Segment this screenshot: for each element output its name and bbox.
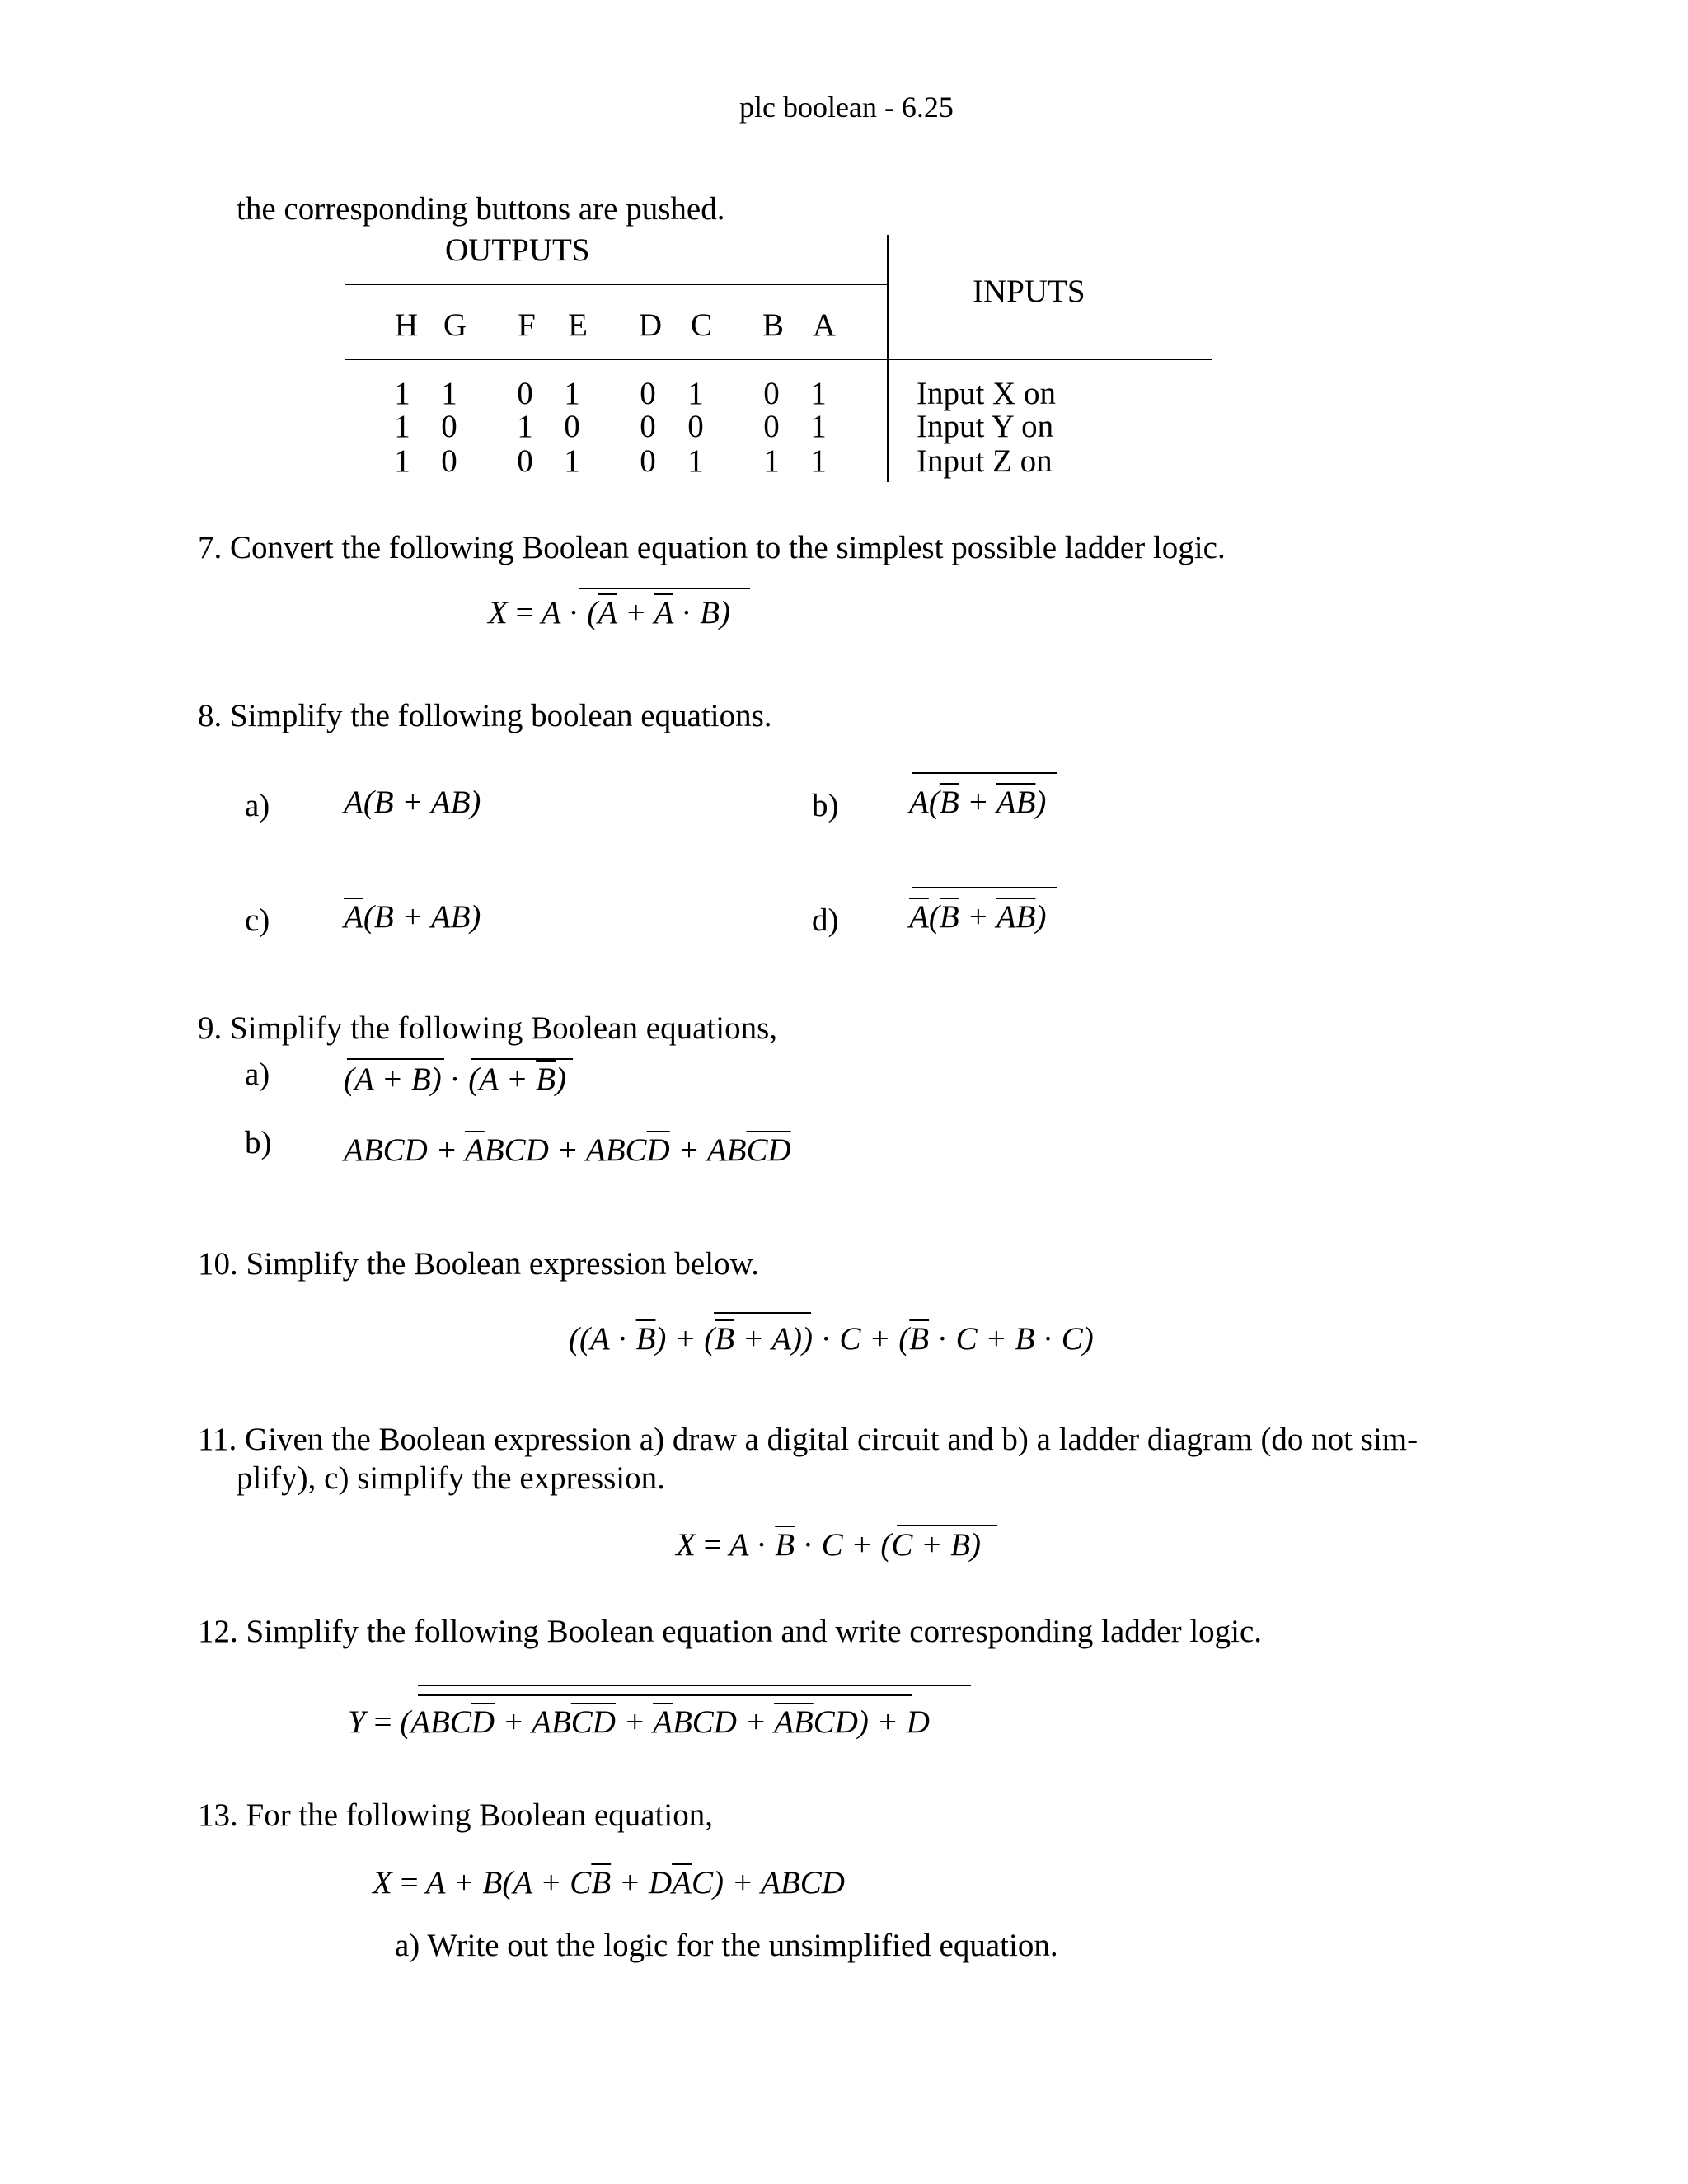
cell-r2-f: 1 bbox=[517, 409, 533, 444]
cell-r3-c: 1 bbox=[687, 443, 704, 479]
q8b-equation: $A(\overline{B} + \overline{AB})$ bbox=[909, 785, 1047, 820]
cell-r2-g: 0 bbox=[441, 409, 457, 444]
cell-r1-h: 1 bbox=[394, 376, 410, 411]
q8c-equation: $\overline{A}(B + AB)$ bbox=[344, 899, 481, 935]
col-header-h: H bbox=[394, 307, 419, 343]
q12-equation: $Y = (ABC\overline{D} + AB\overline{CD} + \overline{A}BCD + \overline{AB}CD) + D$ bbox=[348, 1704, 930, 1740]
q12-overbar-outer bbox=[418, 1685, 971, 1686]
q8-label-a: a) bbox=[245, 788, 270, 823]
q11-line1: 11. Given the Boolean expression a) draw a digital circuit and b) a ladder diagram (do not sim- bbox=[198, 1422, 1418, 1457]
cell-r1-c: 1 bbox=[687, 376, 704, 411]
col-header-d: D bbox=[638, 307, 663, 343]
inputs-label: INPUTS bbox=[973, 274, 1085, 309]
q9-text: 9. Simplify the following Boolean equations, bbox=[198, 1010, 778, 1046]
q8d-overbar bbox=[912, 887, 1057, 888]
q11-overbar bbox=[897, 1525, 997, 1526]
q8-label-b: b) bbox=[812, 788, 839, 823]
col-header-a: A bbox=[812, 307, 837, 343]
q13-text: 13. For the following Boolean equation, bbox=[198, 1797, 713, 1833]
q9a-overbar-2 bbox=[471, 1058, 573, 1060]
q9a-overbar-1 bbox=[347, 1058, 444, 1060]
q9-label-b: b) bbox=[245, 1125, 272, 1160]
table-rule-header bbox=[345, 359, 1212, 360]
q10-overbar bbox=[714, 1312, 811, 1314]
col-header-b: B bbox=[762, 307, 784, 343]
page-header: plc boolean - 6.25 bbox=[739, 91, 954, 124]
cell-r3-e: 1 bbox=[564, 443, 580, 479]
q10-text: 10. Simplify the Boolean expression below. bbox=[198, 1246, 759, 1282]
cell-r3-h: 1 bbox=[394, 443, 410, 479]
cell-r2-e: 0 bbox=[564, 409, 580, 444]
cell-r3-a: 1 bbox=[810, 443, 827, 479]
cell-r1-e: 1 bbox=[564, 376, 580, 411]
cell-r2-h: 1 bbox=[394, 409, 410, 444]
q8-text: 8. Simplify the following boolean equations. bbox=[198, 698, 772, 733]
cell-r3-b: 1 bbox=[763, 443, 780, 479]
q10-equation: $((A \cdot \overline{B}) + (\overline{B} + A)) \cdot C + (\overline{B} \cdot C + B \cdot C)$ bbox=[569, 1321, 1094, 1357]
row1-input: Input X on bbox=[917, 376, 1056, 411]
q13-equation: $X = A + B(A + C\overline{B} + D\overline{A}C)$ + ABCD bbox=[373, 1865, 845, 1900]
cell-r2-c: 0 bbox=[687, 409, 704, 444]
cell-r1-d: 0 bbox=[640, 376, 656, 411]
row3-input: Input Z on bbox=[917, 443, 1053, 479]
cell-r1-b: 0 bbox=[763, 376, 780, 411]
q8a-equation: A(B + AB) bbox=[344, 785, 481, 820]
cell-r3-d: 0 bbox=[640, 443, 656, 479]
col-header-e: E bbox=[568, 307, 588, 343]
cell-r2-b: 0 bbox=[763, 409, 780, 444]
q7-equation-overbar bbox=[579, 588, 750, 589]
q8-label-d: d) bbox=[812, 902, 839, 938]
col-header-c: C bbox=[690, 307, 712, 343]
cell-r3-g: 0 bbox=[441, 443, 457, 479]
q12-text: 12. Simplify the following Boolean equation and write corresponding ladder logic. bbox=[198, 1614, 1263, 1649]
q8-label-c: c) bbox=[245, 902, 270, 938]
intro-text: the corresponding buttons are pushed. bbox=[237, 191, 725, 227]
q7-equation: $X = A \cdot (\overline{A} + \overline{A} \cdot B)$ bbox=[488, 595, 730, 630]
q13-part-a: a) Write out the logic for the unsimplified equation. bbox=[395, 1928, 1058, 1963]
q8d-equation: $\overline{A}(\overline{B} + \overline{AB})$ bbox=[909, 899, 1047, 935]
q8b-overbar bbox=[912, 772, 1057, 774]
q7-text: 7. Convert the following Boolean equation to the simplest possible ladder logic. bbox=[198, 530, 1226, 565]
cell-r1-g: 1 bbox=[441, 376, 457, 411]
col-header-f: F bbox=[518, 307, 536, 343]
q12-overbar-inner bbox=[418, 1694, 912, 1696]
outputs-label: OUTPUTS bbox=[445, 232, 590, 268]
cell-r2-d: 0 bbox=[640, 409, 656, 444]
q11-equation: $X = A \cdot \overline{B} \cdot C + (C + B)$ bbox=[676, 1527, 982, 1563]
q9-label-a: a) bbox=[245, 1057, 270, 1092]
col-header-g: G bbox=[443, 307, 467, 343]
cell-r1-f: 0 bbox=[517, 376, 533, 411]
q11-line2: plify), c) simplify the expression. bbox=[237, 1460, 665, 1496]
cell-r1-a: 1 bbox=[810, 376, 827, 411]
q9a-equation: $(A + B) \cdot (A + \overline{B})$ bbox=[344, 1062, 566, 1097]
table-rule-top bbox=[345, 284, 887, 285]
cell-r3-f: 0 bbox=[517, 443, 533, 479]
row2-input: Input Y on bbox=[917, 409, 1054, 444]
q9b-equation: ABCD + $\overline{A}BCD + ABC\overline{D} + AB\overline{CD}$ bbox=[344, 1132, 791, 1168]
cell-r2-a: 1 bbox=[810, 409, 827, 444]
